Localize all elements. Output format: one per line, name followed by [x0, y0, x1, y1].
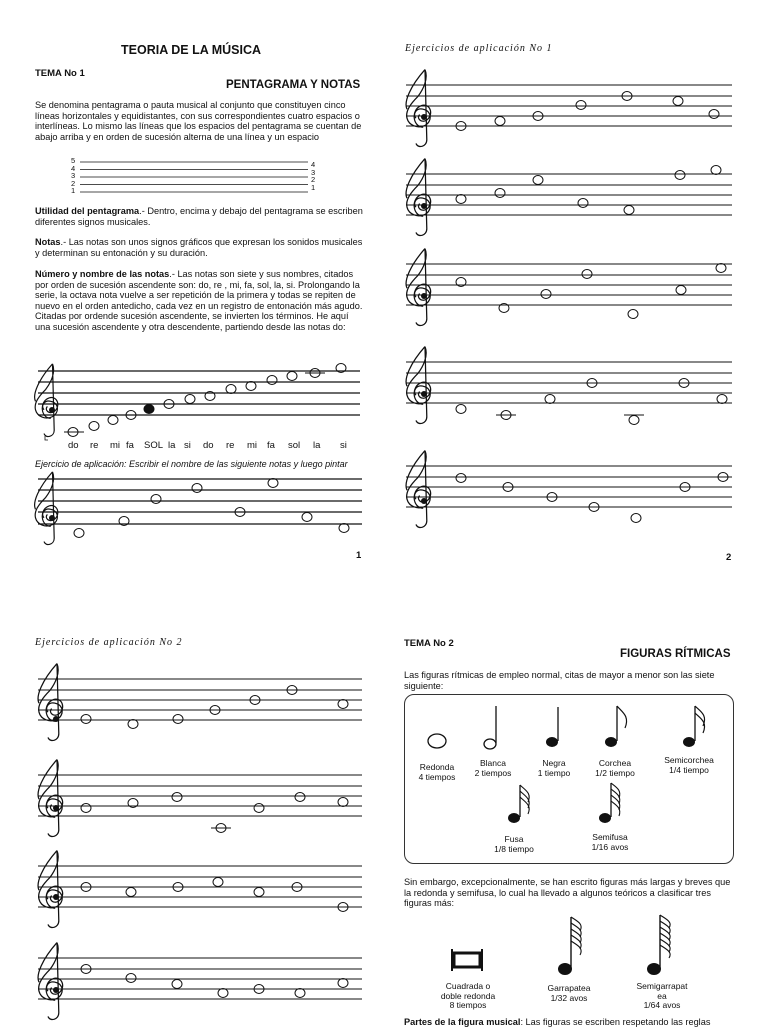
extra-figures-intro: Sin embargo, excepcionalmente, se han escrito figuras más largas y breves que la redonda y semifusa, lo cual ha llevado a algunos teóricos a clasificar tres figuras más:: [404, 877, 731, 908]
figure-blanca: Blanca 2 tiempos: [474, 758, 512, 778]
figure-negra: Negra 1 tiempo: [537, 758, 571, 778]
figuras-title: FIGURAS RÍTMICAS: [620, 648, 731, 660]
figure-corchea: Corchea 1/2 tiempo: [595, 758, 635, 778]
figure-cuadrada: Cuadrada o doble redonda 8 tiempos: [440, 981, 496, 1010]
figure-fusa: Fusa 1/8 tiempo: [494, 834, 534, 854]
partes-paragraph: Partes de la figura musical: Las figuras se escriben respetando las reglas: [404, 1017, 711, 1027]
page-title: TEORIA DE LA MÚSICA: [121, 43, 262, 57]
double-whole-note-icon: [452, 949, 482, 971]
figuras-intro: Las figuras rítmicas de empleo normal, citas de mayor a menor son las siete siguiente:: [404, 670, 715, 691]
section-title: PENTAGRAMA Y NOTAS: [226, 79, 361, 91]
space-numbers: 4 3 2 1: [311, 160, 316, 192]
exercise-staves-p2: [406, 70, 732, 528]
page-number-2: 2: [726, 552, 732, 563]
exercise-staff-p1: [35, 472, 362, 545]
exercise-title-2: Ejercicios de aplicación No 2: [35, 637, 183, 648]
notas-paragraph: Notas.- Las notas son unos signos gráficos que expresan los sonidos musicales y determinan su entonación y su duración.: [35, 237, 363, 258]
intro-paragraph: Se denomina pentagrama o pauta musical al conjunto que constituyen cinco líneas horizontales y equidistantes, con sus correspondientes cuatro espacios o interlíneas. Lo mismo las líneas que los espacios del pentagrama se cuentan de abajo arriba y en orden de sucesión alterna de una línea y un espacio: [35, 100, 362, 142]
line-numbers: 5 4 3 2 1: [71, 156, 76, 195]
figure-semifusa: Semifusa 1/16 avos: [591, 832, 629, 852]
exercise-staves-p3: [38, 664, 362, 1020]
staff-diagram: [80, 162, 308, 192]
tema-2-label: TEMA No 2: [404, 638, 454, 649]
semigarrapatea-note-icon: [647, 915, 670, 975]
exercise-caption: Ejercicio de aplicación: Escribir el nombre de las siguiente notas y luego pintar: [35, 459, 348, 469]
figure-garrapatea: Garrapatea 1/32 avos: [547, 983, 591, 1003]
numero-paragraph: Número y nombre de las notas.- Las notas son siete y sus nombres, citados por orden de sucesión ascendente son: do, re , mi, fa, sol, la, si. Prolongando la serie, la octava nota vuelve a ser repetición de la primera y todas se repiten de nuevo en el orden antedicho, cada vez en un registro de entonación más agudo. Citadas por ordende sucesión ascendente, se invierten los términos. He aquí una sucesión ascendente y otra descendente, partiendo desde las notas do:: [35, 269, 363, 332]
garrapatea-note-icon: [558, 917, 581, 975]
page-number-1: 1: [356, 550, 362, 561]
exercise-title-1: Ejercicios de aplicación No 1: [405, 43, 553, 54]
utilidad-paragraph: Utilidad del pentagrama.- Dentro, encima y debajo del pentagrama se escriben diferentes signos musicales.: [35, 206, 363, 227]
figure-semicorchea: Semicorchea 1/4 tiempo: [664, 755, 714, 775]
figure-semigarrapatea: Semigarrapat ea 1/64 avos: [636, 981, 688, 1010]
tema-label: TEMA No 1: [35, 68, 85, 79]
scale-staff: [35, 364, 360, 441]
figure-redonda: Redonda 4 tiempos: [418, 762, 456, 782]
